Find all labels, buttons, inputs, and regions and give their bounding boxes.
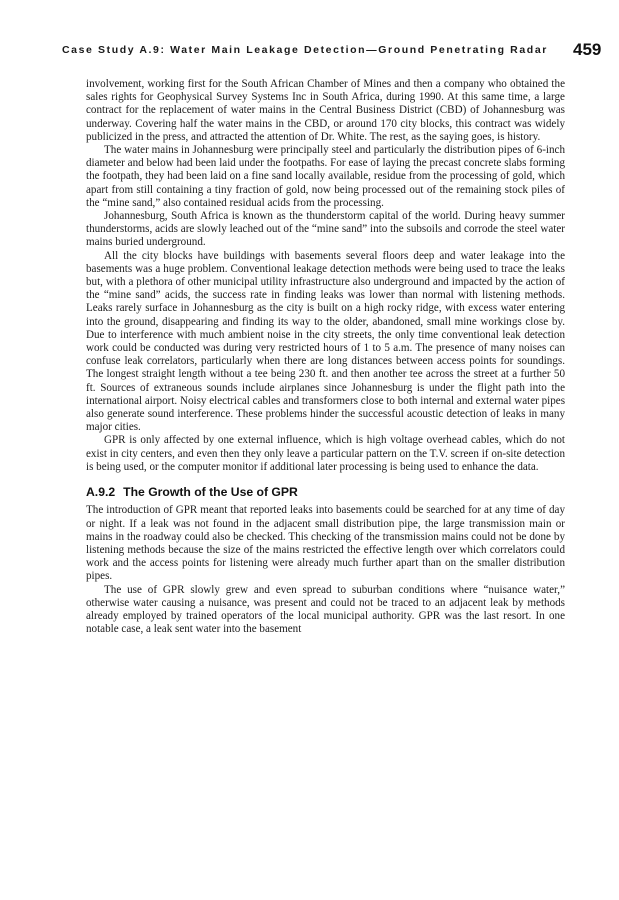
running-head: Case Study A.9: Water Main Leakage Detection—Ground Penetrating Radar (62, 44, 548, 56)
paragraph: Johannesburg, South Africa is known as the thunderstorm capital of the world. During heavy summer thunderstorms, acids are slowly leached out of the “mine sand” into the subsoils and corrode the steel water mains buried underground. (86, 210, 565, 249)
paragraph: All the city blocks have buildings with basements several floors deep and water leakage into the basements was a huge problem. Conventional leakage detection methods were being used to trace the leaks but, with a plethora of other municipal utility infrastructure also underground and impacted by the action of the “mine sand” acids, the success rate in finding leaks was lower than normal with listening methods. Leaks rarely surface in Johannesburg as the city is built on a high rocky ridge, with excess water entering into the ground, disappearing and finding its way to the older, abandoned, small mine workings close by. Due to interference with much ambient noise in the city streets, the only time conventional leak detection work could be conducted was during very restricted hours of 1 to 5 a.m. The presence of many noises can confuse leak correlators, particularly when there are long distances between access points for soundings. The longest straight length without a tee being 230 ft. and then another tee across the street at a further 50 ft. Sources of extraneous sounds include airplanes since Johannesburg is under the flight path into the international airport. Noisy electrical cables and transformers close to both internal and external water pipes also generate sound interference. These problems hinder the successful acoustic detection of leaks in many major cities. (86, 249, 566, 434)
section-title: The Growth of the Use of GPR (123, 485, 298, 500)
page-number: 459 (573, 40, 602, 59)
paragraph: The water mains in Johannesburg were principally steel and particularly the distribution pipes of 6-inch diameter and below had been laid under the footpaths. For ease of laying the precast concrete slabs forming the footpath, they had been laid on a fine sand locally available, residue from the processing of gold, which apart from still containing a tiny fraction of gold, now being processed out of the remaining stock piles of the “mine sand,” also contained residual acids from the processing. (86, 144, 565, 209)
paragraph: involvement, working first for the South African Chamber of Mines and then a company who obtained the sales rights for Geophysical Survey Systems Inc in South Africa, during 1990. At this same time, a large contract for the replacement of water mains in the Central Business District (CBD) of Johannesburg was underway. Covering half the water mains in the CBD, or around 170 city blocks, this contract was widely publicized in the press, and attracted the attention of Dr. White. The rest, as the saying goes, is history. (86, 78, 565, 143)
paragraph: The introduction of GPR meant that reported leaks into basements could be searched for at any time of day or night. If a leak was not found in the adjacent small distribution pipe, the large transmission main or mains in the roadway could also be checked. This checking of the transmission mains could not be done by listening methods because the size of the mains restricted the effective length over which correlators could work and the access points for listening were already much further apart than on the smaller distribution pipes. (86, 504, 565, 583)
paragraph: GPR is only affected by one external influence, which is high voltage overhead cables, which do not exist in city centers, and even then they only leave a particular pattern on the T.V. screen if on-site detection is being used, or the computer monitor if additional later processing is being used to enhance the data. (86, 434, 565, 473)
section-heading (86, 486, 565, 499)
section-number: A.9.2 (86, 485, 116, 500)
body-text (86, 78, 565, 636)
paragraph: The use of GPR slowly grew and even spread to suburban conditions where “nuisance water,” otherwise water causing a nuisance, was present and could not be traced to an adjacent leak by methods already employed by trained operators of the local municipal authority. GPR was the last resort. In one notable case, a leak sent water into the basement (86, 583, 565, 636)
